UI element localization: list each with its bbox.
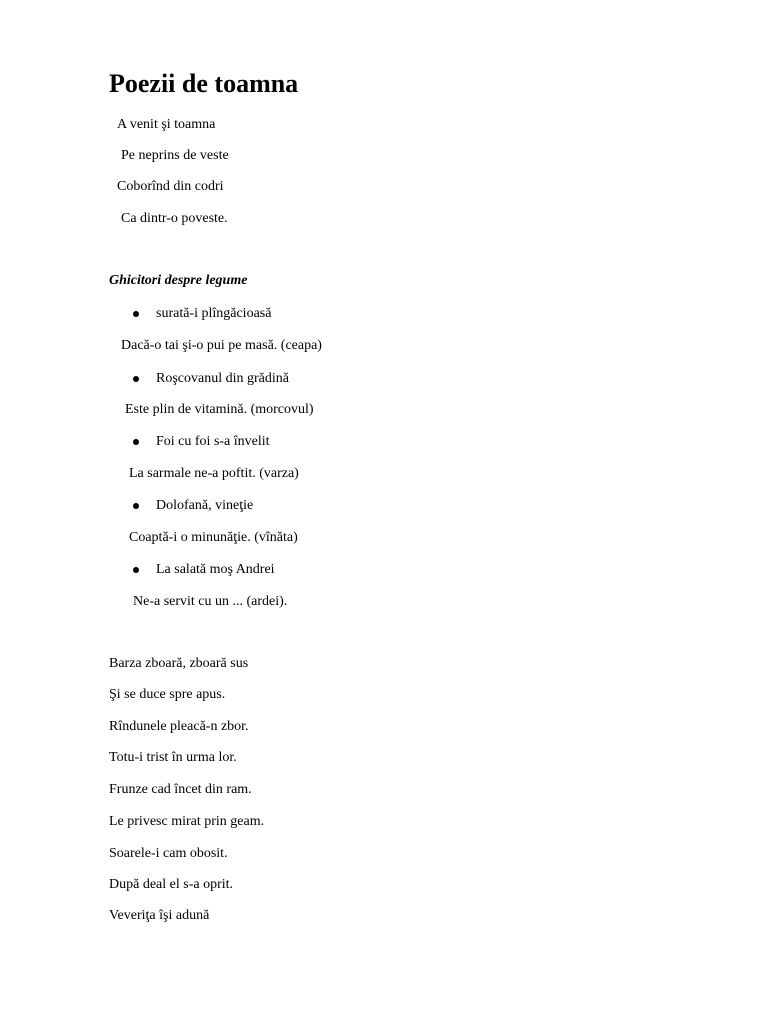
riddle-5-bullet [156,561,275,579]
riddle-2-text: Roşcovanul din grădină [156,371,289,386]
poem1-line-1: A venit şi toamna [117,117,216,132]
riddle-3-answer: La sarmale ne-a poftit. (varza) [129,466,299,481]
riddle-1-bullet [156,305,271,323]
poem2-line-2: Şi se duce spre apus. [109,687,226,702]
bullet-icon [133,567,139,573]
poem2-line-4: Totu-i trist în urma lor. [109,750,237,765]
riddle-5-answer: Ne-a servit cu un ... (ardei). [133,594,288,609]
riddle-3-text: Foi cu foi s-a învelit [156,434,270,449]
page-title: Poezii de toamna [109,69,299,98]
riddle-3-bullet [156,433,270,451]
bullet-icon [133,311,139,317]
riddle-4-bullet [156,497,253,515]
riddle-2-answer: Este plin de vitamină. (morcovul) [125,402,314,417]
riddle-4-answer: Coaptă-i o minunăţie. (vînăta) [129,530,298,545]
poem2-line-5: Frunze cad încet din ram. [109,782,252,797]
riddle-4-text: Dolofană, vineţie [156,498,254,513]
bullet-icon [133,503,139,509]
bullet-icon [133,376,139,382]
poem1-line-3: Coborînd din codri [117,179,224,194]
riddle-5-text: La salată moş Andrei [156,562,275,577]
poem2-line-7: Soarele-i cam obosit. [109,846,228,861]
poem2-line-3: Rîndunele pleacă-n zbor. [109,719,249,734]
poem2-line-1: Barza zboară, zboară sus [109,656,249,671]
poem1-line-4: Ca dintr-o poveste. [121,211,228,226]
poem2-line-9: Veveriţa îşi adună [109,908,210,923]
bullet-icon [133,439,139,445]
riddle-1-text: surată-i plîngăcioasă [156,306,272,321]
poem2-line-8: După deal el s-a oprit. [109,877,234,892]
riddle-1-answer: Dacă-o tai şi-o pui pe masă. (ceapa) [121,338,322,353]
riddle-2-bullet [156,370,289,388]
poem2-line-6: Le privesc mirat prin geam. [109,814,265,829]
poem1-line-2: Pe neprins de veste [121,148,229,163]
riddles-heading: Ghicitori despre legume [109,273,248,288]
